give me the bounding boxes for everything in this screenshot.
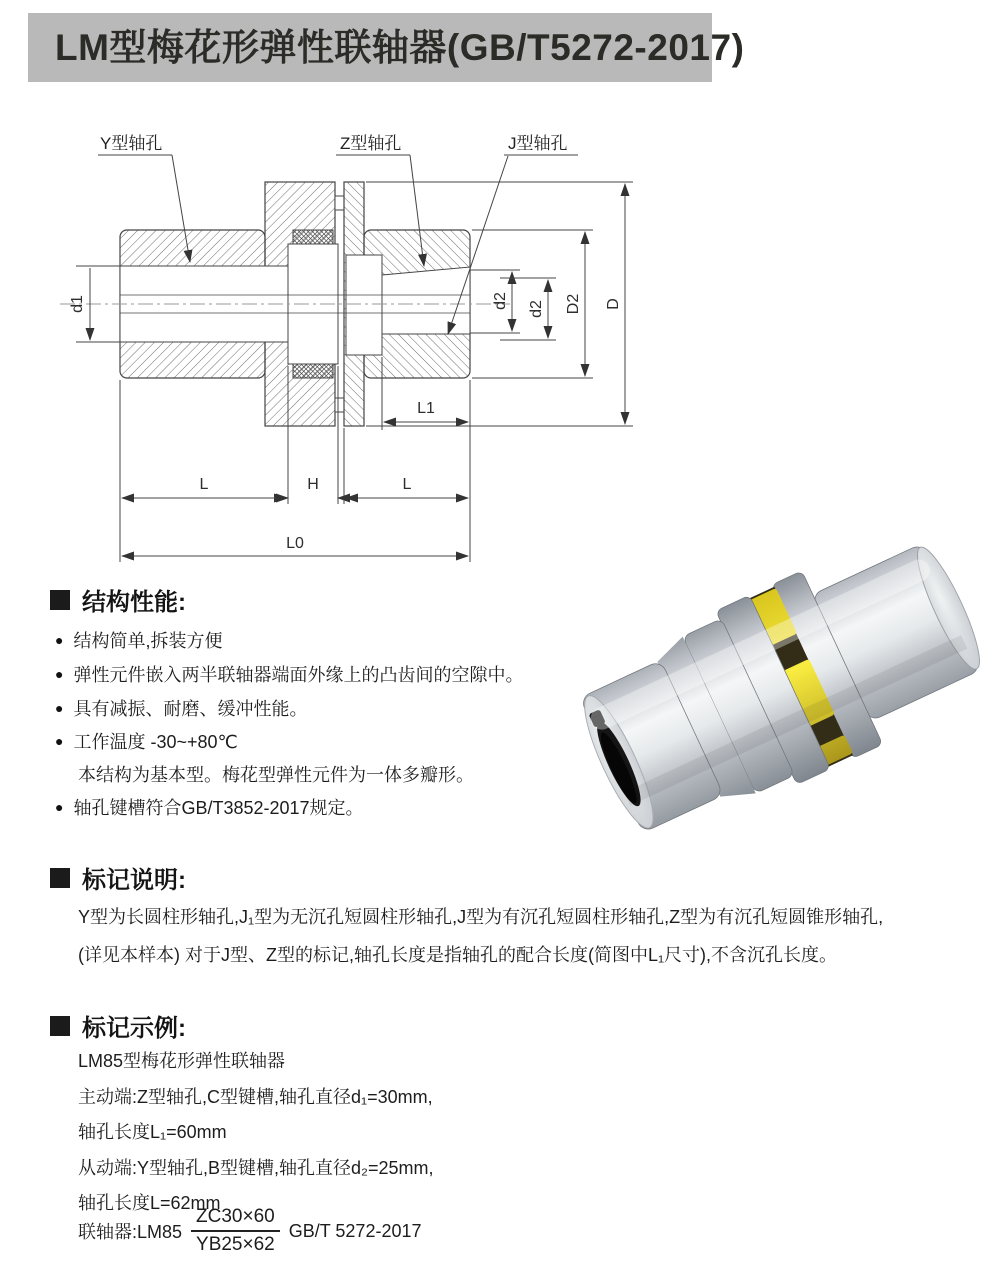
example-line: 主动端:Z型轴孔,C型键槽,轴孔直径d₁=30mm, [78,1087,433,1107]
marking-line: (详见本样本) 对于J型、Z型的标记,轴孔长度是指轴孔的配合长度(简图中L₁尺寸),不含沉孔长度。 [78,945,838,965]
square-bullet-icon [50,590,70,610]
formula-denominator: YB25×62 [196,1234,275,1255]
example-line: 从动端:Y型轴孔,B型键槽,轴孔直径d₂=25mm, [78,1158,434,1178]
claw-tab-top [335,196,344,210]
title-banner [28,13,745,82]
feature-text: 轴孔键槽符合GB/T3852-2017规定。 [73,798,364,818]
formula-prefix: 联轴器:LM85 [78,1222,183,1242]
feature-text: 具有减振、耐磨、缓冲性能。 [73,699,308,719]
formula-numerator: ZC30×60 [191,1206,280,1232]
label-z-hole: Z型轴孔 [340,134,402,153]
label-j-hole: J型轴孔 [508,134,568,153]
dim-H: H [307,476,319,493]
dot-bullet-icon: ● [55,700,64,716]
example-line: LM85型梅花形弹性联轴器 [78,1051,286,1071]
elastomer-bottom [293,364,333,378]
feature-item [55,661,523,687]
feature-text: 结构简单,拆装方便 [73,631,223,651]
feature-text: 弹性元件嵌入两半联轴器端面外缘上的凸齿间的空隙中。 [73,665,524,685]
feature-item [55,695,307,721]
claw-tab-bottom [335,398,344,412]
marking-line: Y型为长圆柱形轴孔,J₁型为无沉孔短圆柱形轴孔,J型为有沉孔短圆柱形轴孔,Z型为有沉孔短圆锥形轴孔, [78,907,884,927]
feature-item [55,728,238,754]
formula-fraction [191,1206,280,1256]
dim-L-left: L [199,476,209,493]
technical-drawing [50,112,650,577]
dot-bullet-icon: ● [55,632,64,648]
feature-item [78,761,474,787]
dim-L1: L1 [417,400,435,417]
page-title: LM型梅花形弹性联轴器(GB/T5272-2017) [55,27,745,68]
section-heading-text: 标记说明: [82,867,186,894]
formula-suffix: GB/T 5272-2017 [288,1220,422,1241]
dot-bullet-icon: ● [55,666,64,682]
section-heading-structure [50,582,186,617]
elastomer-top [293,230,333,244]
counterbore [346,255,382,355]
section-heading-text: 结构性能: [82,589,186,616]
dim-d1: d1 [69,295,86,313]
feature-text: 本结构为基本型。梅花型弹性元件为一体多瓣形。 [78,765,474,785]
dot-bullet-icon: ● [55,733,64,749]
section-heading-example [50,1008,186,1043]
dim-d2a: d2 [492,292,509,310]
dim-d2b: d2 [528,300,545,318]
feature-text: 工作温度 -30~+80℃ [73,732,238,752]
designation-formula [78,1206,422,1256]
product-render [578,512,990,847]
example-line: 轴孔长度L₁=60mm [78,1122,227,1142]
feature-item [55,794,364,820]
dot-bullet-icon: ● [55,799,64,815]
dim-D: D [605,298,622,310]
section-heading-text: 标记示例: [82,1015,186,1042]
square-bullet-icon [50,1016,70,1036]
feature-item [55,627,222,653]
example-line: 轴孔长度L=62mm [78,1193,221,1213]
label-y-hole: Y型轴孔 [100,134,163,153]
coupling-3d [578,515,990,847]
section-heading-marking [50,860,186,895]
dim-L-right: L [402,476,412,493]
dim-D2: D2 [565,293,582,315]
dim-L0: L0 [286,535,304,552]
square-bullet-icon [50,868,70,888]
tapered-bore [382,267,470,334]
